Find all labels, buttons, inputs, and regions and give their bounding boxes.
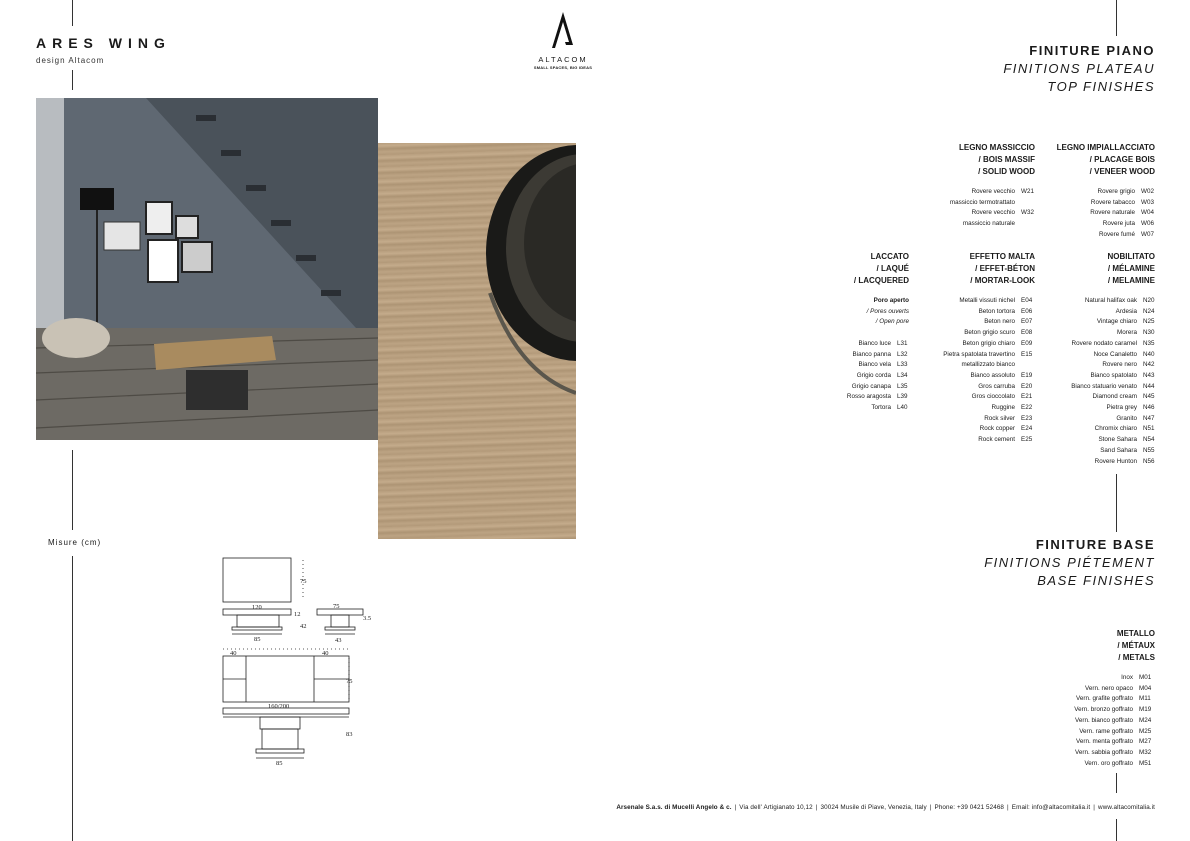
melamine-heading: NOBILITATO / MÉLAMINE / MELAMINE xyxy=(1107,252,1155,285)
mortar-look-heading: EFFETTO MALTA / EFFET-BÉTON / MORTAR-LOOK xyxy=(969,252,1035,285)
solid-wood-column xyxy=(950,142,1035,230)
room-photo xyxy=(36,98,378,440)
finish-row: Grigio corda L34 xyxy=(856,371,908,379)
finish-row: Metalli vissuti nichel E04 xyxy=(959,297,1033,304)
finish-row: Pietra grey N46 xyxy=(1106,404,1155,412)
finish-row: Diamond cream N45 xyxy=(1092,393,1155,401)
brand-name: ALTACOM xyxy=(538,55,588,64)
measures-label: Misure (cm) xyxy=(48,538,102,547)
lacquered-heading: LACCATO / LAQUÉ / LACQUERED xyxy=(853,252,909,285)
footer-company: Arsenale S.a.s. di Mucelli Angelo & c. xyxy=(616,804,732,811)
finish-row: Rovere fumé W07 xyxy=(1098,230,1154,238)
dim-open-width: 160/200 xyxy=(268,703,290,710)
dim-open-height: 75 xyxy=(346,678,353,685)
top-finishes-title-it: FINITURE PIANO xyxy=(1029,43,1155,58)
finish-row: Chromix chiaro N51 xyxy=(1094,425,1155,433)
finish-row: Beton tortora E06 xyxy=(978,307,1033,315)
finish-row: metallizzato bianco xyxy=(961,361,1015,369)
dim-open-base: 85 xyxy=(276,760,283,767)
finish-row: Vern. rame goffrato M25 xyxy=(1079,727,1152,735)
dim-side-width: 75 xyxy=(333,603,340,610)
dim-top-leg: 42 xyxy=(300,623,307,630)
dim-open-leg: 83 xyxy=(346,731,353,738)
finish-row: Rovere nero N42 xyxy=(1102,361,1155,369)
finish-row: Beton grigio scuro E08 xyxy=(964,329,1033,337)
footer-phone: Phone: +39 0421 52468 xyxy=(934,804,1005,811)
dim-top-thickness: 12 xyxy=(294,611,301,618)
finish-row: Rock copper E24 xyxy=(979,425,1033,433)
finish-row: Morera N30 xyxy=(1117,329,1155,337)
finish-row: Bianco assoluto E19 xyxy=(970,371,1033,379)
finish-row: Rovere juta W06 xyxy=(1102,220,1154,228)
metals-column xyxy=(1074,628,1155,769)
finish-row: Rovere Hunton N56 xyxy=(1094,457,1155,465)
finish-row: Bianco panna L32 xyxy=(852,350,908,358)
finish-row: Stone Sahara N54 xyxy=(1098,436,1155,444)
product-designer: design Altacom xyxy=(36,56,105,65)
footer-address: Via dell' Artigianato 10,12 xyxy=(739,804,813,811)
metals-list xyxy=(1074,673,1155,769)
rule-top-left xyxy=(72,0,73,26)
finish-row: Sand Sahara N55 xyxy=(1100,446,1155,454)
rule-footer-right xyxy=(1116,819,1117,841)
rule-mid-right xyxy=(1116,474,1117,532)
finish-row: Pietra spatolata travertino E15 xyxy=(943,350,1033,358)
rule-under-title xyxy=(72,70,73,90)
finish-row: Rovere vecchio W21 xyxy=(971,188,1034,195)
ceramic-bowl-illustration xyxy=(378,143,576,539)
finish-row: Inox M01 xyxy=(1121,674,1152,681)
finish-row: Natural halifax oak N20 xyxy=(1084,297,1155,304)
finish-row: Rock cement E25 xyxy=(978,436,1033,444)
rule-bottom-right xyxy=(1116,773,1117,793)
solid-wood-list xyxy=(950,187,1035,230)
lacquered-list xyxy=(847,296,909,414)
dim-top-base: 85 xyxy=(254,636,261,643)
finish-row: Ruggine E22 xyxy=(991,404,1033,412)
dim-open-right-ext: 40 xyxy=(322,650,329,657)
mortar-look-column xyxy=(943,251,1035,446)
finish-row: Rovere vecchio W32 xyxy=(971,209,1034,217)
top-finishes-title-fr: FINITIONS PLATEAU xyxy=(1003,61,1155,76)
footer-email-link[interactable]: Email: info@altacomitalia.it xyxy=(1011,804,1091,811)
finish-row: Noce Canaletto N40 xyxy=(1093,350,1155,358)
base-finishes-title-it: FINITURE BASE xyxy=(1035,537,1155,552)
finish-row: Bianco vela L33 xyxy=(858,361,908,369)
base-finishes-title-en: BASE FINISHES xyxy=(1037,573,1155,588)
top-finishes-title-en: TOP FINISHES xyxy=(1047,79,1155,94)
finish-row: Tortora L40 xyxy=(871,404,908,412)
finish-row: Vintage chiaro N25 xyxy=(1096,318,1155,326)
brand-tagline: SMALL SPACES, BIG IDEAS xyxy=(533,65,593,70)
solid-wood-heading: LEGNO MASSICCIO / BOIS MASSIF / SOLID WOOD xyxy=(958,143,1035,176)
melamine-list xyxy=(1071,296,1155,467)
open-pore-note-fr: / Pores ouverts xyxy=(866,307,909,315)
finish-row: Granito N47 xyxy=(1116,414,1155,422)
metals-heading: METALLO / MÉTAUX / METALS xyxy=(1116,629,1155,662)
finish-row: Vern. bronzo goffrato M19 xyxy=(1074,706,1152,714)
finish-row: Rovere nodato caramel N35 xyxy=(1071,339,1155,347)
veneer-wood-list xyxy=(1057,187,1155,241)
base-finishes-title xyxy=(984,536,1155,590)
finish-row: Beton nero E07 xyxy=(984,318,1033,326)
room-photo-illustration xyxy=(36,98,378,440)
finish-row: Bianco spatolato N43 xyxy=(1090,371,1155,379)
rule-bottom-left xyxy=(72,556,73,841)
finish-row: Bianco statuario venato N44 xyxy=(1071,382,1155,390)
base-finishes-title-fr: FINITIONS PIÉTEMENT xyxy=(984,555,1155,570)
rule-mid-left xyxy=(72,450,73,530)
footer-city: 30024 Musile di Piave, Venezia, Italy xyxy=(820,804,927,811)
finish-row: Rosso aragosta L39 xyxy=(846,393,908,401)
top-finishes-title xyxy=(1003,42,1155,96)
footer: Arsenale S.a.s. di Mucelli Angelo & c. | Via dell' Artigianato 10,12 | 30024 Musile di Piave, Venezia, Italy | Phone: +39 0421 52468 | Email: info@altacomitalia.it | www.altacomitalia.it xyxy=(616,804,1155,811)
open-pore-note-en: / Open pore xyxy=(875,318,909,326)
dim-side-thickness: 3.5 xyxy=(363,615,372,622)
open-pore-note-it: Poro aperto xyxy=(873,297,909,304)
rule-top-right xyxy=(1116,0,1117,36)
finish-row: massiccio naturale xyxy=(962,220,1015,228)
finish-row: Ardesia N24 xyxy=(1115,307,1155,315)
brand-logo-mark-icon xyxy=(549,10,577,50)
finish-row: Rovere grigio W02 xyxy=(1097,188,1154,195)
mortar-look-list xyxy=(943,296,1035,446)
finish-row: Vern. bianco goffrato M24 xyxy=(1075,716,1152,724)
brand-logo xyxy=(528,10,598,70)
finish-row: Rovere tabacco W03 xyxy=(1090,198,1154,206)
finish-row: Vern. menta goffrato M27 xyxy=(1076,738,1152,746)
veneer-wood-column xyxy=(1057,142,1155,241)
finish-row: Vern. grafite goffrato M11 xyxy=(1076,695,1151,703)
dim-open-left-ext: 40 xyxy=(230,650,237,657)
finish-row: Gros carruba E20 xyxy=(978,382,1033,390)
finish-row: Grigio canapa L35 xyxy=(851,382,908,390)
finish-row: Vern. sabbia goffrato M32 xyxy=(1075,748,1152,756)
melamine-column xyxy=(1071,251,1155,467)
finish-row: Bianco luce L31 xyxy=(858,339,908,347)
product-name: ARES WING xyxy=(36,35,171,51)
finish-row: Gros cioccolato E21 xyxy=(971,393,1033,401)
dim-top-width: 120 xyxy=(252,604,262,611)
footer-web-link[interactable]: www.altacomitalia.it xyxy=(1098,804,1155,811)
dim-side-base: 43 xyxy=(335,637,342,644)
finish-row: Rock silver E23 xyxy=(984,414,1033,422)
wood-texture-photo xyxy=(378,143,576,539)
dimension-drawing xyxy=(210,552,380,772)
finish-row: Beton grigio chiaro E09 xyxy=(962,339,1033,347)
finish-row: Vern. oro goffrato M51 xyxy=(1084,759,1152,767)
dim-top-height: 75 xyxy=(300,578,307,585)
finish-row: Rovere naturale W04 xyxy=(1090,209,1154,217)
veneer-wood-heading: LEGNO IMPIALLACCIATO / PLACAGE BOIS / VENEER WOOD xyxy=(1056,143,1155,176)
finish-row: Vern. nero opaco M04 xyxy=(1085,684,1152,692)
lacquered-column xyxy=(847,251,909,414)
finish-row: massiccio termotrattato xyxy=(949,198,1015,206)
